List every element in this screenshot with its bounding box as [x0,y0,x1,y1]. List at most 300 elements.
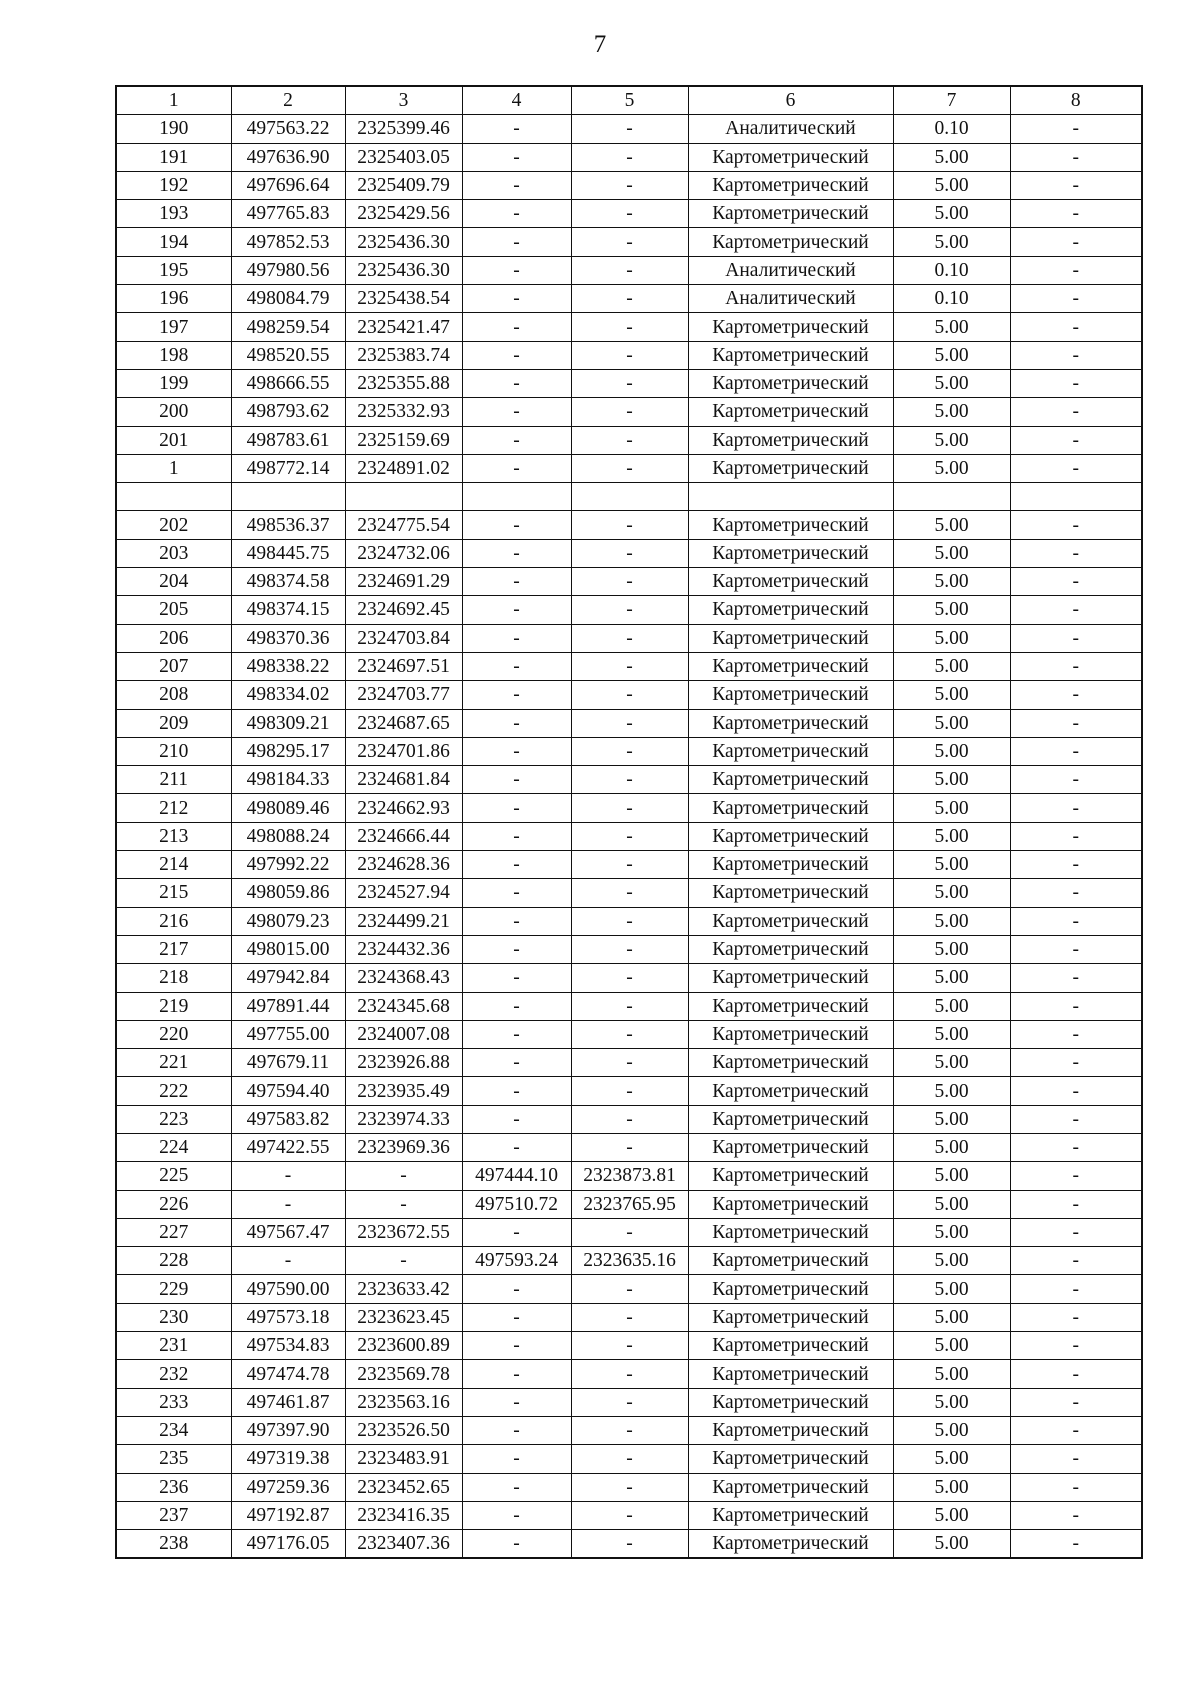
table-cell: - [1010,709,1142,737]
table-cell: - [462,964,571,992]
table-row [116,1105,1142,1133]
table-cell: Картометрический [688,709,893,737]
table-row [116,681,1142,709]
table-cell: 220 [116,1020,231,1048]
table-cell: Картометрический [688,964,893,992]
table-cell: - [571,624,688,652]
table-cell: Картометрический [688,681,893,709]
table-cell: - [462,681,571,709]
table-cell: Картометрический [688,624,893,652]
page-number: 7 [593,31,607,58]
table-cell: 5.00 [893,879,1010,907]
table-cell: - [1010,1275,1142,1303]
table-cell: - [462,568,571,596]
table-cell: Картометрический [688,1303,893,1331]
table-cell: 5.00 [893,992,1010,1020]
table-body [116,86,1142,1558]
table-cell: - [571,1275,688,1303]
table-cell: Аналитический [688,256,893,284]
table-cell: - [571,935,688,963]
table-cell: 197 [116,313,231,341]
table-cell: Картометрический [688,511,893,539]
table-cell: 2325429.56 [345,200,462,228]
table-cell: 216 [116,907,231,935]
table-row [116,228,1142,256]
table-cell [893,483,1010,511]
table-cell: Картометрический [688,1162,893,1190]
table-row [116,1473,1142,1501]
table-cell: - [571,1332,688,1360]
table-cell: 198 [116,341,231,369]
table-cell: - [571,228,688,256]
table-cell: 5.00 [893,1162,1010,1190]
table-cell: - [1010,624,1142,652]
table-cell: - [571,313,688,341]
table-cell: 2323974.33 [345,1105,462,1133]
table-row [116,369,1142,397]
table-cell: - [571,992,688,1020]
table-row [116,737,1142,765]
table-cell: - [571,1473,688,1501]
table-row [116,822,1142,850]
table-cell: 5.00 [893,1020,1010,1048]
table-cell: 5.00 [893,511,1010,539]
table-cell: 5.00 [893,709,1010,737]
table-cell: 2324527.94 [345,879,462,907]
table-cell: - [1010,681,1142,709]
table-cell: - [462,851,571,879]
table-row [116,1445,1142,1473]
table-cell: 5.00 [893,171,1010,199]
table-cell: 224 [116,1133,231,1161]
table-cell: 225 [116,1162,231,1190]
table-cell: 2325159.69 [345,426,462,454]
table-cell: Картометрический [688,1275,893,1303]
table-cell: 5.00 [893,1416,1010,1444]
table-cell: - [462,341,571,369]
table-row [116,992,1142,1020]
table-cell: - [571,143,688,171]
table-cell: 5.00 [893,964,1010,992]
table-cell: Картометрический [688,568,893,596]
table-cell: Картометрический [688,1218,893,1246]
table-cell: - [462,1416,571,1444]
table-cell: 497474.78 [231,1360,345,1388]
table-cell: 2323563.16 [345,1388,462,1416]
table-cell: - [1010,1416,1142,1444]
table-cell: 497755.00 [231,1020,345,1048]
table-cell: Картометрический [688,1077,893,1105]
table-cell: - [1010,1247,1142,1275]
table-cell: 498059.86 [231,879,345,907]
table-row [116,1416,1142,1444]
table-cell: 497567.47 [231,1218,345,1246]
table-cell: - [231,1247,345,1275]
table-cell: 5.00 [893,681,1010,709]
table-cell: 2323765.95 [571,1190,688,1218]
table-row [116,1077,1142,1105]
table-cell: 223 [116,1105,231,1133]
table-cell: 235 [116,1445,231,1473]
table-cell: 2325383.74 [345,341,462,369]
table-cell: Картометрический [688,1416,893,1444]
table-cell: - [571,766,688,794]
table-cell: - [1010,1105,1142,1133]
table-cell: 231 [116,1332,231,1360]
table-cell: 5.00 [893,313,1010,341]
table-cell: - [1010,200,1142,228]
table-cell: - [571,539,688,567]
table-cell: - [462,1501,571,1529]
table-cell: Картометрический [688,822,893,850]
table-cell: Картометрический [688,879,893,907]
table-cell: 2323623.45 [345,1303,462,1331]
table-cell: 2323407.36 [345,1530,462,1559]
table-cell: - [1010,851,1142,879]
table-cell: 195 [116,256,231,284]
table-cell: - [571,907,688,935]
table-cell: - [462,1473,571,1501]
table-row [116,766,1142,794]
table-header-row [116,86,1142,115]
table-cell: 498370.36 [231,624,345,652]
table-cell: - [462,624,571,652]
table-cell: 190 [116,115,231,143]
table-cell: - [571,709,688,737]
table-cell: Картометрический [688,426,893,454]
table-cell: 2324687.65 [345,709,462,737]
table-cell: - [1010,822,1142,850]
table-cell: 498374.15 [231,596,345,624]
table-cell: - [571,1218,688,1246]
header-cell: 2 [231,86,345,115]
table-cell: 196 [116,285,231,313]
table-cell: 2323526.50 [345,1416,462,1444]
table-cell: Картометрический [688,935,893,963]
table-cell: Картометрический [688,369,893,397]
table-cell: 2323672.55 [345,1218,462,1246]
table-cell: - [462,313,571,341]
table-cell: 5.00 [893,596,1010,624]
table-row [116,1303,1142,1331]
table-cell: - [571,879,688,907]
table-cell: 498295.17 [231,737,345,765]
table-cell: 497444.10 [462,1162,571,1190]
table-row [116,1275,1142,1303]
table-cell: 497852.53 [231,228,345,256]
table-row [116,256,1142,284]
table-cell: 214 [116,851,231,879]
table-cell: - [1010,907,1142,935]
table-row [116,1530,1142,1559]
table-cell: - [1010,964,1142,992]
table-cell: - [231,1162,345,1190]
table-row [116,511,1142,539]
table-row [116,964,1142,992]
table-cell: 2324499.21 [345,907,462,935]
table-cell: Картометрический [688,1190,893,1218]
table-cell: - [1010,539,1142,567]
table-cell: 5.00 [893,228,1010,256]
table-cell: 498445.75 [231,539,345,567]
table-row [116,341,1142,369]
table-cell: Картометрический [688,398,893,426]
table-cell: - [571,1077,688,1105]
table-cell: - [571,1416,688,1444]
table-cell: - [1010,511,1142,539]
table-cell: 2325436.30 [345,256,462,284]
table-cell: Картометрический [688,539,893,567]
table-cell: 2323569.78 [345,1360,462,1388]
table-cell: Картометрический [688,1020,893,1048]
table-cell: - [1010,285,1142,313]
table-cell: - [571,341,688,369]
table-row [116,624,1142,652]
table-cell: - [571,171,688,199]
table-cell: 1 [116,454,231,482]
table-cell: 5.00 [893,539,1010,567]
table-cell: 2323635.16 [571,1247,688,1275]
table-cell: Картометрический [688,341,893,369]
table-cell: 498666.55 [231,369,345,397]
table-cell: - [1010,1501,1142,1529]
coordinates-table [115,85,1143,1559]
table-cell: 211 [116,766,231,794]
table-row [116,115,1142,143]
table-cell: 191 [116,143,231,171]
table-cell: 192 [116,171,231,199]
table-cell: 498374.58 [231,568,345,596]
table-cell: - [462,907,571,935]
table-cell: - [462,143,571,171]
table-cell: - [462,200,571,228]
table-cell: 209 [116,709,231,737]
table-cell: - [571,398,688,426]
table-cell: 5.00 [893,794,1010,822]
table-cell: 213 [116,822,231,850]
table-cell: - [571,1388,688,1416]
table-cell: 215 [116,879,231,907]
table-cell: 2324345.68 [345,992,462,1020]
table-cell: 222 [116,1077,231,1105]
table-cell: 5.00 [893,369,1010,397]
table-cell: Аналитический [688,115,893,143]
table-cell: 5.00 [893,1049,1010,1077]
table-row [116,851,1142,879]
table-cell: 5.00 [893,1247,1010,1275]
table-cell: 238 [116,1530,231,1559]
table-cell [462,483,571,511]
header-cell: 5 [571,86,688,115]
table-cell: 2324701.86 [345,737,462,765]
table-cell: 497992.22 [231,851,345,879]
table-cell: - [462,1332,571,1360]
table-cell: 217 [116,935,231,963]
table-cell: 2325438.54 [345,285,462,313]
table-cell: - [571,568,688,596]
table-cell: 497636.90 [231,143,345,171]
table-cell: Картометрический [688,992,893,1020]
table-cell: 5.00 [893,1105,1010,1133]
table-cell: - [462,652,571,680]
table-cell: Картометрический [688,794,893,822]
table-row [116,483,1142,511]
table-cell: - [462,398,571,426]
table-cell: 205 [116,596,231,624]
table-cell: - [1010,1303,1142,1331]
table-cell: - [1010,596,1142,624]
table-cell: 2324628.36 [345,851,462,879]
table-cell: - [462,766,571,794]
table-cell: - [462,228,571,256]
table-cell: 497765.83 [231,200,345,228]
table-cell: 498338.22 [231,652,345,680]
table-cell: - [462,1049,571,1077]
table-cell: 5.00 [893,426,1010,454]
table-cell: 2324432.36 [345,935,462,963]
table-cell: - [1010,341,1142,369]
table-cell: Картометрический [688,1445,893,1473]
table-cell [688,483,893,511]
table-cell: - [462,256,571,284]
table-cell: 5.00 [893,341,1010,369]
table-cell: 2323416.35 [345,1501,462,1529]
table-cell: 212 [116,794,231,822]
table-cell: - [571,652,688,680]
table-cell: 498089.46 [231,794,345,822]
table-cell: - [462,879,571,907]
table-cell: - [571,851,688,879]
table-cell: - [571,1501,688,1529]
table-cell: 498015.00 [231,935,345,963]
table-cell: - [1010,1388,1142,1416]
table-row [116,1190,1142,1218]
table-cell: 234 [116,1416,231,1444]
table-row [116,1360,1142,1388]
table-cell: 5.00 [893,1190,1010,1218]
table-cell: - [1010,1360,1142,1388]
table-cell: - [1010,1162,1142,1190]
table-cell: - [571,285,688,313]
table-cell: - [462,369,571,397]
header-cell: 8 [1010,86,1142,115]
table-cell: 233 [116,1388,231,1416]
table-cell: 5.00 [893,568,1010,596]
table-cell: 497980.56 [231,256,345,284]
table-cell: 219 [116,992,231,1020]
table-cell: - [462,1388,571,1416]
table-cell: Картометрический [688,907,893,935]
table-cell: - [1010,652,1142,680]
table-row [116,171,1142,199]
table-cell: 2324681.84 [345,766,462,794]
table-cell: 204 [116,568,231,596]
table-cell: 497942.84 [231,964,345,992]
table-cell: 200 [116,398,231,426]
table-cell: 228 [116,1247,231,1275]
table-cell: 5.00 [893,1077,1010,1105]
table-cell: 5.00 [893,1332,1010,1360]
table-cell: 229 [116,1275,231,1303]
table-cell: 5.00 [893,737,1010,765]
table-cell: Картометрический [688,200,893,228]
table-cell: 2324697.51 [345,652,462,680]
table-cell: 203 [116,539,231,567]
table-cell: 5.00 [893,1473,1010,1501]
table-cell: - [462,935,571,963]
table-cell: - [462,1360,571,1388]
table-cell: Картометрический [688,1332,893,1360]
table-cell: - [1010,454,1142,482]
table-row [116,1218,1142,1246]
table-cell: - [1010,426,1142,454]
table-row [116,1247,1142,1275]
table-cell: 2324775.54 [345,511,462,539]
table-cell: 497696.64 [231,171,345,199]
table-cell: - [571,1049,688,1077]
table-cell: 498259.54 [231,313,345,341]
table-row [116,907,1142,935]
table-cell: - [571,369,688,397]
table-cell [345,483,462,511]
table-cell: 236 [116,1473,231,1501]
table-cell: 497583.82 [231,1105,345,1133]
table-cell: 497679.11 [231,1049,345,1077]
table-cell: 5.00 [893,907,1010,935]
table-row [116,794,1142,822]
table-cell: Картометрический [688,1049,893,1077]
table-cell: 2324703.77 [345,681,462,709]
table-cell: 0.10 [893,285,1010,313]
table-cell: Картометрический [688,1501,893,1529]
table-cell: 497891.44 [231,992,345,1020]
table-cell: 498184.33 [231,766,345,794]
table-cell: 5.00 [893,143,1010,171]
table-cell: - [345,1190,462,1218]
table-cell: 2323969.36 [345,1133,462,1161]
header-cell: 4 [462,86,571,115]
table-cell: 230 [116,1303,231,1331]
table-cell: 2323873.81 [571,1162,688,1190]
table-cell: - [571,737,688,765]
table-cell: - [571,511,688,539]
table-cell: 5.00 [893,1501,1010,1529]
table-cell: - [1010,256,1142,284]
table-row [116,313,1142,341]
table-cell: - [462,709,571,737]
table-cell: - [462,596,571,624]
table-cell: Картометрический [688,171,893,199]
table-cell: 199 [116,369,231,397]
table-cell: 201 [116,426,231,454]
table-cell: 227 [116,1218,231,1246]
table-row [116,1020,1142,1048]
table-cell: - [1010,143,1142,171]
table-cell: 5.00 [893,1218,1010,1246]
table-cell: - [571,115,688,143]
table-cell: 2323926.88 [345,1049,462,1077]
table-cell: 2324692.45 [345,596,462,624]
table-cell: 498536.37 [231,511,345,539]
table-cell: - [462,1303,571,1331]
table-row [116,1332,1142,1360]
table-cell: - [1010,737,1142,765]
table-cell: - [462,1077,571,1105]
table-row [116,1501,1142,1529]
table-cell [1010,483,1142,511]
table-cell: 5.00 [893,1275,1010,1303]
table-cell: 2324691.29 [345,568,462,596]
